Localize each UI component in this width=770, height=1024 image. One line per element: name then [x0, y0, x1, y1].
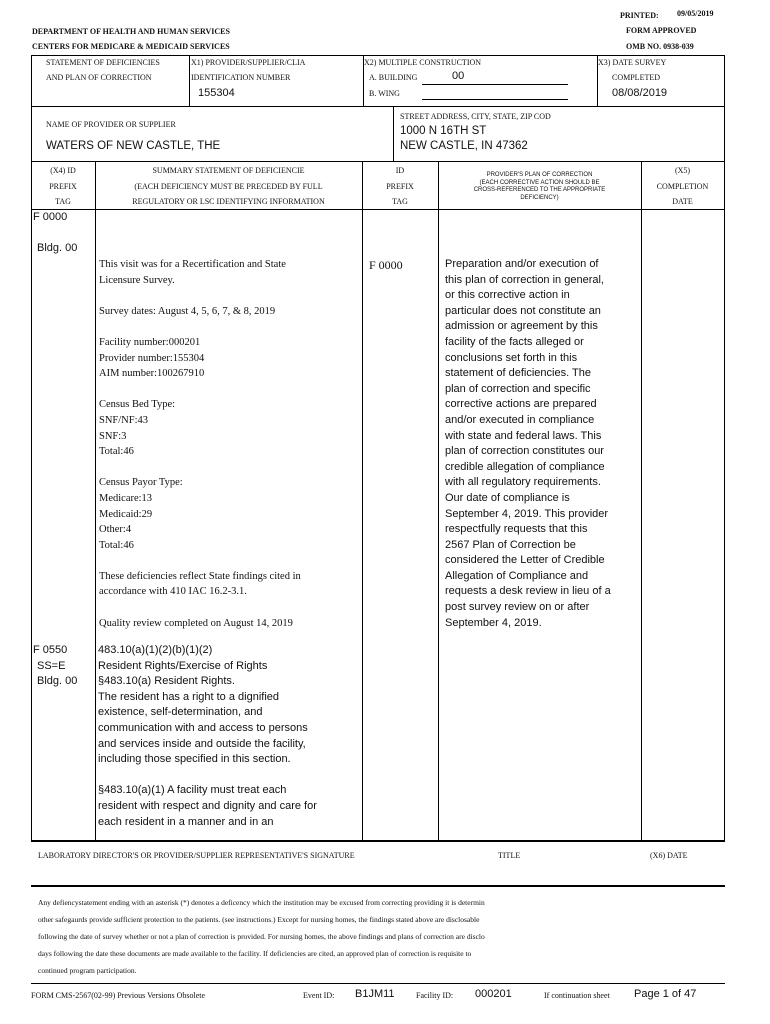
date-survey-value: 08/08/2019: [612, 87, 668, 99]
plan-line: September 4, 2019. This provider: [445, 507, 609, 520]
plan-line: post survey review on or after: [445, 601, 590, 614]
provider-name-label: NAME OF PROVIDER OR SUPPLIER: [46, 120, 176, 129]
plan-line: and/or executed in compliance: [445, 413, 595, 426]
address-label: STREET ADDRESS, CITY, STATE, ZIP COD: [400, 112, 551, 121]
plan-line: conclusions set forth in this: [445, 351, 578, 364]
building-label: A. BUILDING: [369, 73, 418, 82]
printed-date: 09/05/2019: [677, 9, 714, 18]
x4-prefix-header: PREFIX: [49, 182, 77, 191]
building-tag: Bldg. 00: [37, 242, 78, 254]
id-tag-header: TAG: [392, 197, 408, 206]
rule: [31, 840, 725, 842]
summary-line: including those specified in this section.: [98, 753, 291, 766]
disclaimer-line: other safegaurds provide sufficient protection to the patients. (see instructions.) Except for nursing homes, the findings stated above are disclosable: [38, 915, 480, 924]
x4-tag-header: TAG: [55, 197, 71, 206]
plan-line: plan of correction constitutes our: [445, 445, 604, 458]
summary-line: resident with respect and dignity and care for: [98, 799, 317, 812]
plan-line: facility of the facts alleged or: [445, 335, 584, 348]
form-number: FORM CMS-2567(02-99) Previous Versions Obsolete: [31, 991, 206, 1000]
summary-line: Census Bed Type:: [99, 399, 176, 411]
x5-header: (X5): [674, 166, 691, 175]
multiple-construction-label: X2) MULTIPLE CONSTRUCTION: [364, 58, 482, 67]
plan-line: considered the Letter of Credible: [445, 554, 605, 567]
date-label: (X6) DATE: [650, 851, 688, 860]
disclaimer-line: following the date of survey whether or not a plan of correction is provided. For nursing homes, the above findings and plans of correction are disclo: [38, 932, 485, 941]
summary-line: Resident Rights/Exercise of Rights: [98, 659, 268, 672]
summary-line: §483.10(a)(1) A facility must treat each: [98, 784, 287, 797]
summary-line: SNF:3: [99, 430, 127, 442]
id-prefix-header: PREFIX: [386, 182, 414, 191]
rule: [31, 885, 725, 887]
summary-line: This visit was for a Recertification and State: [99, 259, 286, 270]
rule: [438, 161, 439, 840]
plan-line: particular does not constitute an: [445, 304, 601, 317]
summary-header-3: REGULATORY OR LSC IDENTIFYING INFORMATION: [132, 197, 325, 206]
plan-line: plan of correction and specific: [445, 382, 591, 395]
scope-severity: SS=E: [37, 659, 66, 672]
plan-header-4: DEFICIENCY): [520, 195, 559, 201]
summary-line: The resident has a right to a dignified: [98, 690, 280, 703]
summary-text-f0000: [99, 257, 301, 631]
rule: [724, 55, 725, 840]
form-approved: FORM APPROVED: [626, 26, 697, 35]
provider-id-value: 155304: [198, 87, 235, 99]
plan-line: admission or agreement by this: [445, 320, 598, 333]
rule: [641, 161, 642, 840]
rule: [95, 161, 96, 840]
summary-line: [99, 553, 301, 569]
summary-line: existence, self-determination, and: [98, 706, 263, 719]
disclaimer-line: continued program participation.: [38, 966, 137, 975]
plan-line: Our date of compliance is: [445, 491, 570, 504]
plan-header-2: (EACH CORRECTIVE ACTION SHOULD BE: [479, 180, 600, 186]
building-value: 00: [452, 70, 465, 82]
plan-line: requests a desk review in lieu of a: [445, 585, 611, 598]
statement-label: STATEMENT OF DEFICIENCIES: [46, 58, 160, 67]
summary-line: communication with and access to persons: [98, 721, 308, 734]
tag-block-f0550: [33, 643, 77, 690]
summary-line: 483.10(a)(1)(2)(b)(1)(2): [98, 644, 213, 656]
plan-line: respectfully requests that this: [445, 523, 588, 536]
summary-line: [98, 768, 317, 784]
facility-id-label: Facility ID:: [416, 991, 454, 1000]
summary-header-2: (EACH DEFICIENCY MUST BE PRECEDED BY FULL: [134, 182, 323, 191]
deficiency-tag: F 0000: [33, 211, 68, 223]
summary-line: Other:4: [99, 524, 132, 536]
summary-line: [99, 460, 301, 476]
event-id-value: B1JM11: [355, 988, 395, 1000]
building-underline: [422, 84, 568, 85]
plan-line: or this corrective action in: [445, 289, 570, 302]
summary-line: [99, 319, 301, 335]
summary-line: §483.10(a) Resident Rights.: [98, 675, 235, 688]
provider-id-label: X1) PROVIDER/SUPPLIER/CLIA: [191, 58, 306, 67]
page-number: Page 1 of 47: [634, 988, 697, 1000]
omb-number: OMB NO. 0938-039: [626, 42, 694, 51]
plan-line: statement of deficiencies. The: [445, 367, 591, 380]
signature-label: LABORATORY DIRECTOR'S OR PROVIDER/SUPPLIER REPRESENTATIVE'S SIGNATURE: [38, 851, 355, 860]
rule: [189, 55, 190, 106]
summary-line: Provider number:155304: [99, 352, 205, 364]
wing-label: B. WING: [369, 89, 400, 98]
summary-line: [99, 382, 301, 398]
summary-line: Medicaid:29: [99, 508, 153, 520]
plan-line: with state and federal laws. This: [445, 429, 602, 442]
summary-line: Survey dates: August 4, 5, 6, 7, & 8, 2019: [99, 305, 276, 317]
provider-name-value: WATERS OF NEW CASTLE, THE: [46, 140, 221, 152]
continuation-label: If continuation sheet: [544, 991, 610, 1000]
summary-line: These deficiencies reflect State findings cited in: [99, 570, 301, 582]
plan-line: corrective actions are prepared: [445, 398, 597, 411]
statement-label-2: AND PLAN OF CORRECTION: [46, 73, 152, 82]
summary-text-f0550: [98, 643, 317, 830]
plan-line: 2567 Plan of Correction be: [445, 538, 576, 551]
provider-id-label-2: IDENTIFICATION NUMBER: [191, 73, 291, 82]
plan-line: credible allegation of compliance: [445, 460, 605, 473]
wing-underline: [422, 99, 568, 100]
summary-line: Facility number:000201: [99, 336, 201, 348]
rule: [362, 161, 363, 840]
summary-line: Total:46: [99, 446, 134, 458]
department-name: DEPARTMENT OF HEALTH AND HUMAN SERVICES: [32, 27, 230, 36]
plan-line: this plan of correction in general,: [445, 273, 604, 286]
summary-line: Census Payor Type:: [99, 477, 183, 489]
summary-line: SNF/NF:43: [99, 414, 149, 426]
address-line-1: 1000 N 16TH ST: [400, 125, 487, 137]
rule: [31, 106, 725, 107]
summary-line: Total:46: [99, 539, 134, 551]
disclaimer-line: Any defiencystatement ending with an asterisk (*) denotes a deficency which the institution may be excused from correcting providing it is determin: [38, 898, 485, 907]
address-line-2: NEW CASTLE, IN 47362: [400, 140, 528, 152]
disclaimer-text: [38, 894, 485, 979]
plan-of-correction-text: [445, 257, 611, 631]
x4-id-header: (X4) ID: [50, 166, 76, 175]
deficiency-tag: F 0550: [33, 644, 68, 656]
printed-label: PRINTED:: [620, 11, 659, 20]
summary-line: Medicare:13: [99, 492, 153, 504]
summary-line: and services inside and outside the facility,: [98, 737, 306, 750]
summary-line: Licensure Survey.: [99, 274, 175, 286]
plan-id-tag: F 0000: [369, 258, 403, 272]
plan-line: Allegation of Compliance and: [445, 569, 589, 582]
plan-line: September 4, 2019.: [445, 616, 542, 629]
plan-line: with all regulatory requirements.: [445, 476, 601, 489]
date-survey-label: X3) DATE SURVEY: [598, 58, 667, 67]
x5-date-header: DATE: [672, 197, 693, 206]
plan-header: PROVIDER'S PLAN OF CORRECTION: [486, 172, 593, 178]
rule: [31, 209, 725, 210]
summary-line: Quality review completed on August 14, 2019: [99, 617, 293, 629]
summary-line: each resident in a manner and in an: [98, 815, 274, 828]
disclaimer-line: days following the date these documents are made available to the facility. If deficiencies are cited, an approved plan of correction is requisite to: [38, 949, 472, 958]
summary-header: SUMMARY STATEMENT OF DEFICIENCIE: [152, 166, 305, 175]
rule: [31, 983, 725, 984]
id-header: ID: [395, 166, 405, 175]
plan-line: Preparation and/or execution of: [445, 258, 599, 270]
rule: [31, 161, 725, 162]
rule: [31, 55, 725, 56]
plan-header-3: CROSS-REFERENCED TO THE APPROPRIATE: [473, 187, 606, 193]
summary-line: [99, 600, 301, 616]
rule: [393, 106, 394, 161]
event-id-label: Event ID:: [303, 991, 335, 1000]
date-completed-label: COMPLETED: [612, 73, 660, 82]
summary-line: [99, 288, 301, 304]
x5-completion-header: COMPLETION: [656, 182, 709, 191]
building-tag: Bldg. 00: [37, 675, 78, 688]
summary-line: accordance with 410 IAC 16.2-3.1.: [99, 586, 247, 598]
summary-line: AIM number:100267910: [99, 368, 205, 380]
title-label: TITLE: [498, 851, 521, 860]
facility-id-value: 000201: [475, 988, 512, 1000]
centers-name: CENTERS FOR MEDICARE & MEDICAID SERVICES: [32, 42, 230, 51]
